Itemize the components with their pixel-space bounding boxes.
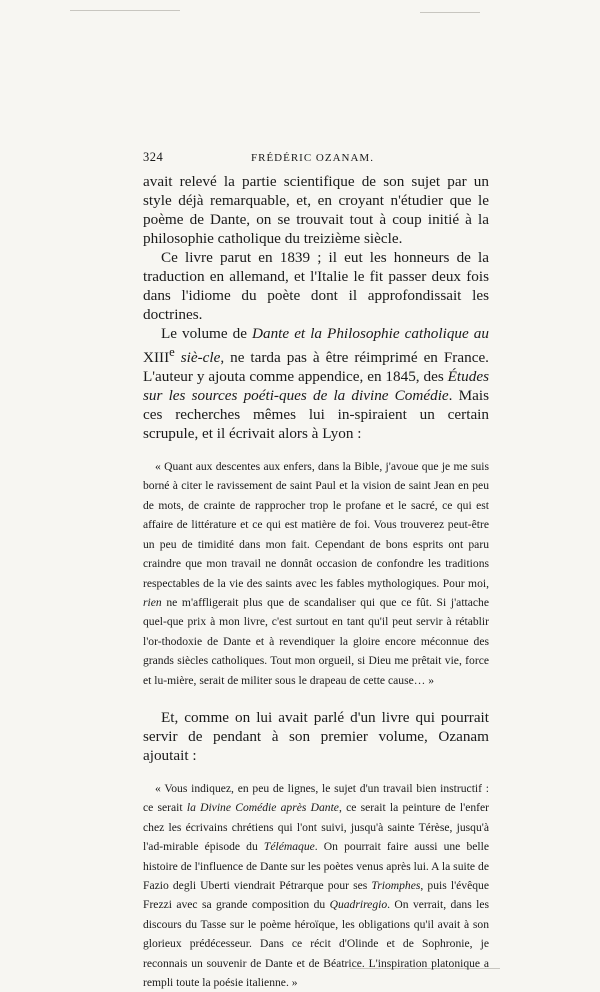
q2-text-g: , puis l'évêque Frezzi avec sa grande composition du xyxy=(143,878,489,912)
q1-text-c: ne m'affligerait plus que de scandaliser qui que ce fût. Si j'attache quel-que prix à mon livre, c'est surtout en tant qu'il peut servir à rétablir l'or-thodoxie de Dante et à revendiquer la gloire encore méconnue des grands siècles catholiques. Tout mon orgueil, si Dieu me prêtait vie, force et lu-mière, serait de militer sous le drapeau de cette cause… » xyxy=(143,595,489,687)
p3-text-h: . Mais ces recherches mêmes lui in-spiraient un certain scrupule, et il écrivait alors à Lyon : xyxy=(143,387,489,443)
paragraph-2: Ce livre parut en 1839 ; il eut les honneurs de la traduction en allemand, et l'Italie le fit passer deux fois dans l'idiome du poète dont il approfondissait les doctrines. xyxy=(143,249,489,323)
q1-text-a: « Quant aux descentes aux enfers, dans la Bible, j'avoue que je me suis borné à citer le ravissement de saint Paul et la vision de saint Jean en peu de mots, de crainte de rapprocher trop le profane et le sacré, ce qui est affaire de littérature et ce qui est matière de foi. Vous trouverez peut-être un peu de timidité dans mon fait. Cependant de bons esprits ont paru craindre que mon travail ne donnât occasion de confondre les traditions respectables de la vie des saints avec les fables mythologiques. Pour moi, xyxy=(143,460,489,590)
quote-2-text xyxy=(143,779,489,992)
p3-text-a: Le volume de xyxy=(161,325,253,342)
page-header xyxy=(143,150,489,172)
quote-1-text xyxy=(143,457,489,690)
top-edge-rule xyxy=(70,10,180,11)
q2-text-i: . On verrait, dans les discours du Tasse sur le poème héroïque, les obligations qu'il avait à son glorieux prédécesseur. Dans ce récit d'Olinde et de Sophronie, je reconnais un souvenir de Dante et de Béatrice. L'inspiration platonique a rempli toute la poésie italienne. » xyxy=(143,898,489,989)
main-text-2 xyxy=(143,708,489,765)
main-text xyxy=(143,172,489,443)
p3-century-sup: e xyxy=(169,345,175,359)
q2-title-divine-comedie: la Divine Comédie après Dante xyxy=(186,801,339,815)
quotation-2 xyxy=(143,779,489,992)
q2-text-a: « Vous indiquez, en peu de lignes, le sujet d'un travail bien instructif : ce serait xyxy=(143,781,489,815)
running-head: FRÉDÉRIC OZANAM. xyxy=(251,152,374,164)
q1-italic-rien: rien xyxy=(143,595,162,609)
p3-title-siecle: siè-cle xyxy=(174,349,221,367)
p3-title-etudes: Études sur les sources poéti-ques de la divine Comédie xyxy=(143,368,489,405)
book-page xyxy=(143,150,489,992)
page-number: 324 xyxy=(143,150,164,164)
top-edge-rule-right xyxy=(420,12,480,13)
paragraph-3 xyxy=(143,324,489,443)
q2-title-quadriregio: Quadriregio xyxy=(329,898,388,912)
quotation-1 xyxy=(143,457,489,690)
q2-text-e: . On pourrait faire aussi une belle histoire de l'influence de Dante sur les poètes venus après lui. A la suite de Fazio degli Uberti viendrait Pétrarque pour ses xyxy=(143,840,489,892)
p3-century: XIII xyxy=(143,349,170,367)
q2-title-triomphes: Triomphes xyxy=(371,878,421,892)
p3-title-dante: Dante et la Philosophie catholique au xyxy=(252,325,489,342)
paragraph-4: Et, comme on lui avait parlé d'un livre qui pourrait servir de pendant à son premier volume, Ozanam ajoutait : xyxy=(143,708,489,764)
p3-text-f: , ne tarda pas à être réimprimé en France. L'auteur y ajouta comme appendice, en 1845, des xyxy=(143,349,489,386)
paragraph-1: avait relevé la partie scientifique de son sujet par un style déjà remarquable, et, en croyant n'étudier que le poème de Dante, on se trouvait tout à coup initié à la philosophie catholique du treizième siècle. xyxy=(143,173,489,247)
q2-text-c: , ce serait la peinture de l'enfer chez les écrivains chrétiens qui l'ont suivi, jusqu'à sainte Térèse, jusqu'à l'ad-mirable épisode du xyxy=(143,801,490,854)
q2-title-telemaque: Télémaque xyxy=(263,840,315,854)
